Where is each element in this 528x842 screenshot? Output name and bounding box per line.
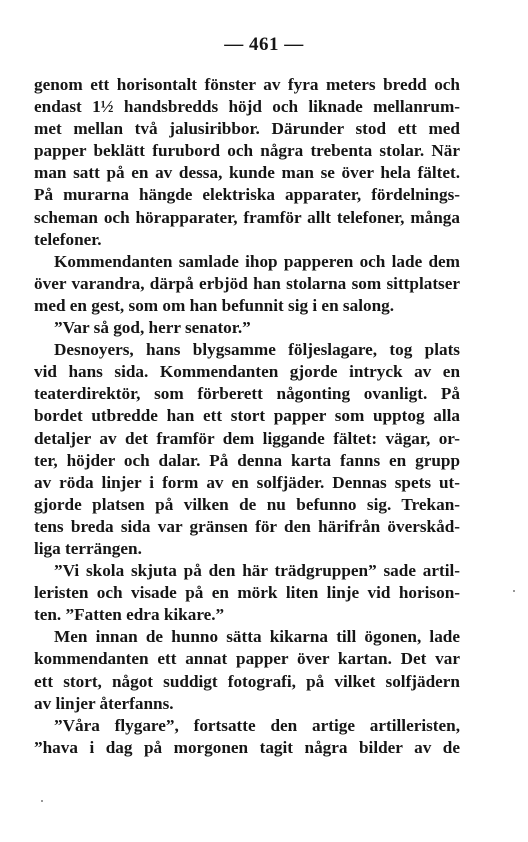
page-number: — 461 — [224,34,304,55]
text-line: av linjer återfanns. [34,693,174,713]
text-line: ”Vi skola skjuta på den här trädgruppen” sade artil- [54,561,460,581]
text-line: scheman och hörapparater, framför allt telefoner, många [34,207,460,227]
text-line: På murarna hängde elektriska apparater, fördelnings- [34,185,460,205]
text-line: tens breda sida var gränsen för den härifrån överskåd- [34,516,460,536]
text-line: gjorde platsen på vilken de nu befunno sig. Trekan- [34,494,460,514]
text-line: ett stort, något suddigt fotografi, på vilket solfjädern [34,671,460,691]
text-line: vid hans sida. Kommendanten gjorde intryck av en [34,362,460,382]
text-line: man satt på en av dessa, kunde man se över hela fältet. [34,163,460,183]
text-line: detaljer av det framför dem liggande fältet: vägar, or- [34,428,460,448]
text-line: ”hava i dag på morgonen tagit några bilder av de [34,737,460,757]
text-line: bordet utbredde han ett stort papper som upptog alla [34,406,460,426]
text-line: met mellan två jalusiribbor. Därunder stod ett med [34,119,460,139]
scan-speck [41,800,43,802]
text-line: teaterdirektör, som förberett någonting ovanligt. På [34,384,460,404]
text-line: leristen och visade på en mörk liten linje vid horison- [34,583,460,603]
text-line: telefoner. [34,229,102,249]
text-line: ”Var så god, herr senator.” [54,318,251,338]
text-line: liga terrängen. [34,538,142,558]
text-line: ten. ”Fatten edra kikare.” [34,605,225,625]
text-line: Men innan de hunno sätta kikarna till ögonen, lade [54,627,460,647]
scan-speck [513,590,515,592]
text-line: ter, höjder och dalar. På denna karta fanns en grupp [34,450,460,470]
text-line: papper beklätt furubord och några trebenta stolar. När [34,141,460,161]
text-line: av röda linjer i form av en solfjäder. Dennas spets ut- [34,472,460,492]
text-line: över varandra, därpå erbjöd han stolarna som sittplatser [34,273,460,293]
text-line: genom ett horisontalt fönster av fyra meters bredd och [34,75,460,94]
text-line: kommendanten ett annat papper över kartan. Det var [34,649,460,669]
text-line: endast 1½ handsbredds höjd och liknade mellanrum- [34,97,460,117]
body-text [34,74,460,759]
text-line: Kommendanten samlade ihop papperen och lade dem [54,251,460,271]
text-line: med en gest, som om han befunnit sig i en salong. [34,295,395,315]
text-line: ”Våra flygare”, fortsatte den artige artilleristen, [54,715,460,735]
text-line: Desnoyers, hans blygsamme följeslagare, tog plats [54,340,460,360]
